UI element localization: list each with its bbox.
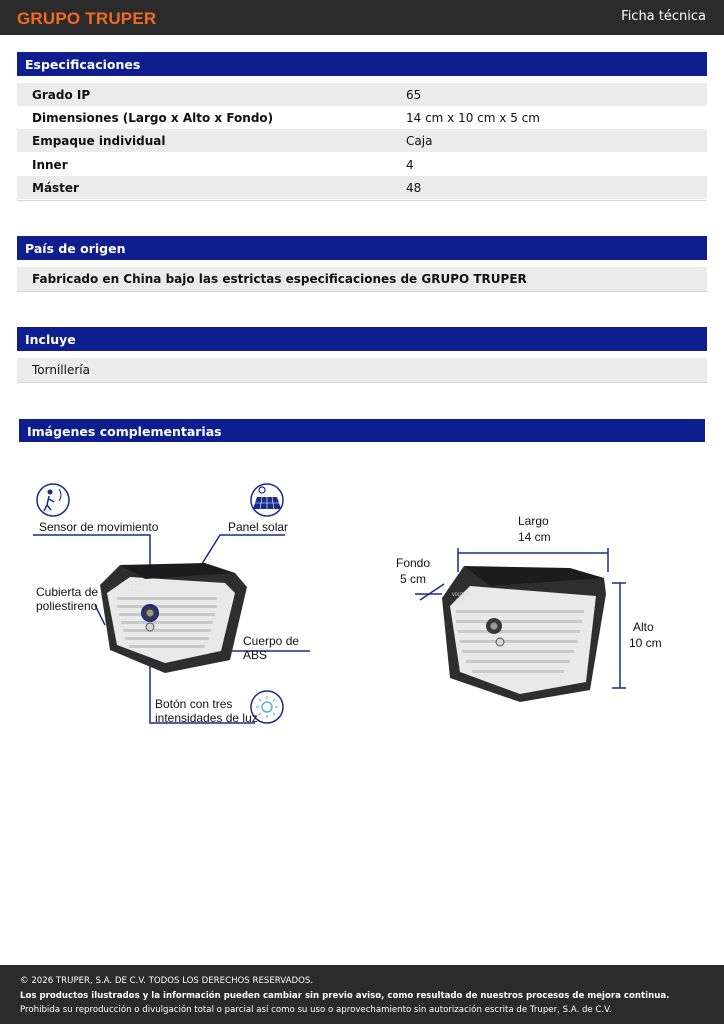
divider [17,382,707,383]
spec-row [17,153,707,176]
document-type: Ficha técnica [621,9,706,24]
spec-value: 65 [406,88,422,102]
solar-panel-icon [251,484,283,516]
origin-section-title: País de origen [17,236,707,260]
images-section-title: Imágenes complementarias [19,419,705,442]
label-height-line2: 10 cm [629,636,662,650]
label-length-line1: Largo [518,514,549,528]
label-depth-line2: 5 cm [400,572,427,586]
footer-notice: Los productos ilustrados y la información pueden cambiar sin previo aviso, como resultado de nuestros procesos de mejora continua. [20,990,670,1001]
spec-row [17,129,707,152]
product-dimensions-figure [390,510,680,710]
top-bar [0,0,724,35]
device-brand-2: LAIT [128,587,137,592]
specs-section-title: Especificaciones [17,52,707,76]
label-motion-sensor: Sensor de movimiento [39,520,159,534]
spec-value: Caja [406,134,433,148]
footer-copyright: © 2026 TRUPER, S.A. DE C.V. TODOS LOS DERECHOS RESERVADOS. [20,976,314,986]
label-depth-line1: Fondo [396,556,431,570]
spec-key: Empaque individual [32,134,166,148]
device-brand-1: VOLTECK [125,581,143,586]
label-button-line1: Botón con tres [155,697,233,711]
footer [0,965,724,1024]
spec-value: 14 cm x 10 cm x 5 cm [406,111,540,125]
divider [17,200,707,201]
includes-text: Tornillería [17,358,707,382]
brand-logo: GRUPO TRUPER [17,9,157,28]
spec-key: Inner [32,158,68,172]
spec-value: 48 [406,181,422,195]
origin-text: Fabricado en China bajo las estrictas especificaciones de GRUPO TRUPER [17,267,707,291]
product-features-figure [25,475,325,735]
label-height-line1: Alto [633,620,654,634]
footer-prohibition: Prohibida su reproducción o divulgación total o parcial así como su uso o aprovechamiento sin autorización escrita de Truper, S.A. de C.V. [20,1005,612,1015]
label-length-line2: 14 cm [518,530,551,544]
label-cover-line2: poliestireno [36,599,98,613]
device-brand-1: VOLTECK [452,592,470,597]
includes-section-title: Incluye [17,327,707,351]
device-brand-2: LAIT [456,598,465,603]
label-abs-body: Cuerpo de ABS [243,634,300,662]
spec-key: Grado IP [32,88,91,102]
spec-row [17,176,707,199]
label-button-line2: intensidades de luz [155,711,258,725]
spec-row [17,83,707,106]
divider [17,291,707,292]
spec-key: Máster [32,181,79,195]
spec-key: Dimensiones (Largo x Alto x Fondo) [32,111,274,125]
label-cover-line1: Cubierta de [36,585,99,599]
motion-sensor-icon [37,484,69,516]
spec-row [17,106,707,129]
label-solar-panel: Panel solar [228,520,289,534]
spec-value: 4 [406,158,414,172]
